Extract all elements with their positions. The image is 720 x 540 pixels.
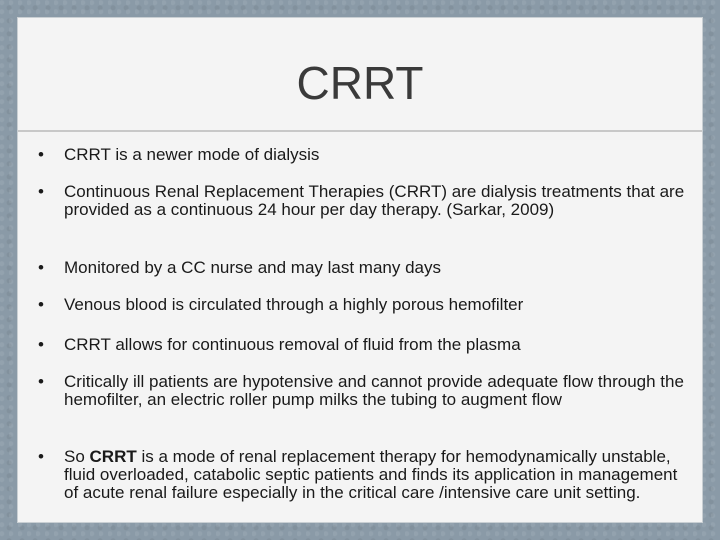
bullet-text: Monitored by a CC nurse and may last many days bbox=[64, 258, 442, 277]
bullet-list bbox=[18, 18, 702, 522]
bullet-text: Venous blood is circulated through a highly porous hemofilter bbox=[64, 295, 524, 314]
bullet-text-rest: is a mode of renal replacement therapy for hemodynamically unstable, fluid overloaded, catabolic septic patients and finds its application in management of acute renal failure especially in the critical care /intensive care unit setting. bbox=[64, 447, 678, 502]
bullet-text: CRRT allows for continuous removal of fluid from the plasma bbox=[64, 335, 521, 354]
bullet-item bbox=[38, 336, 688, 354]
bullet-dot: • bbox=[38, 335, 44, 354]
bullet-item bbox=[38, 183, 688, 219]
bullet-item bbox=[38, 146, 688, 164]
slide bbox=[17, 17, 703, 523]
slide-title: CRRT bbox=[296, 57, 424, 109]
bullet-item bbox=[38, 296, 688, 314]
bullet-text: Continuous Renal Replacement Therapies (CRRT) are dialysis treatments that are provided as a continuous 24 hour per day therapy. (Sarkar, 2009) bbox=[64, 182, 685, 219]
bullet-dot: • bbox=[38, 295, 44, 314]
bullet-dot: • bbox=[38, 145, 44, 164]
bullet-text-bold: CRRT bbox=[89, 447, 137, 466]
bullet-item bbox=[38, 259, 688, 277]
bullet-dot: • bbox=[38, 182, 44, 201]
bullet-dot: • bbox=[38, 372, 44, 391]
bullet-text: Critically ill patients are hypotensive and cannot provide adequate flow through the hemofilter, an electric roller pump milks the tubing to augment flow bbox=[64, 372, 684, 409]
bullet-dot: • bbox=[38, 258, 44, 277]
bullet-text bbox=[64, 448, 688, 502]
bullet-text: CRRT is a newer mode of dialysis bbox=[64, 145, 320, 164]
bullet-item bbox=[38, 448, 688, 502]
bullet-text-prefix: So bbox=[64, 447, 90, 466]
bullet-dot: • bbox=[38, 447, 44, 466]
bullet-item bbox=[38, 373, 688, 409]
